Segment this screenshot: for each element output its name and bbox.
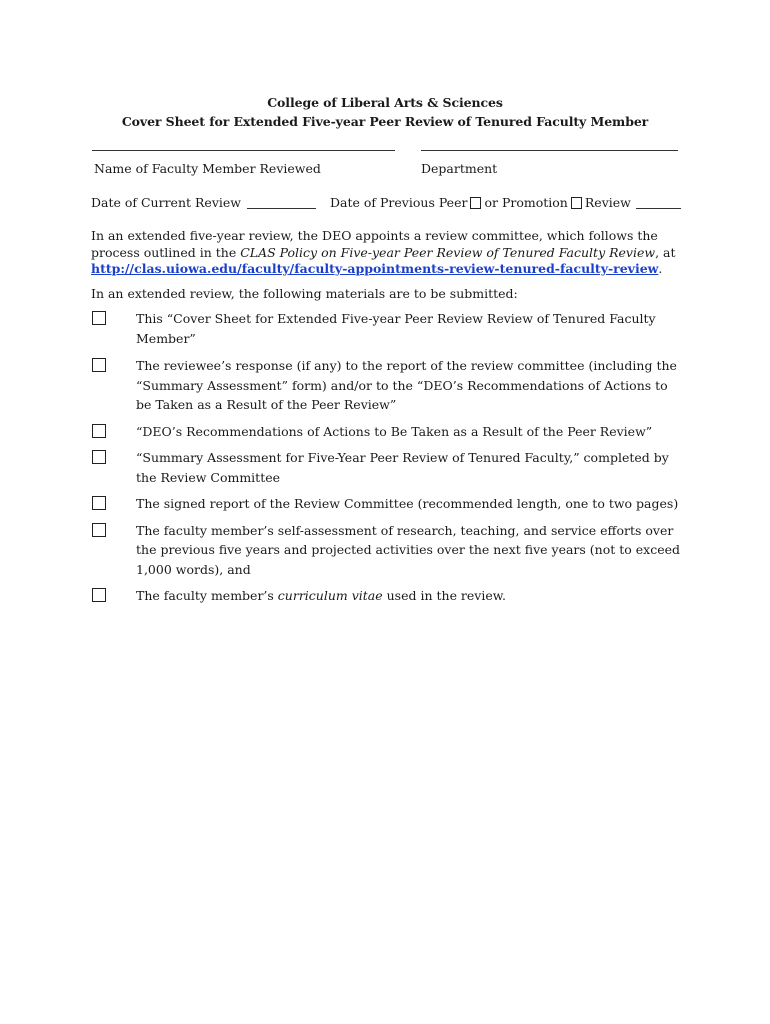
checklist-checkbox[interactable] xyxy=(92,588,106,602)
current-review-label: Date of Current Review xyxy=(91,195,241,210)
faculty-name-label: Name of Faculty Member Reviewed xyxy=(94,161,321,176)
document-title: Cover Sheet for Extended Five-year Peer Review of Tenured Faculty Member xyxy=(121,114,649,129)
checklist-item-text: This “Cover Sheet for Extended Five-year Peer Review Review of Tenured Faculty Member” xyxy=(136,311,656,346)
materials-intro: In an extended review, the following materials are to be submitted: xyxy=(91,286,518,301)
link-period: . xyxy=(658,261,663,276)
checklist-item-text: The signed report of the Review Committee (recommended length, one to two pages) xyxy=(136,496,679,511)
checklist-item xyxy=(92,521,692,580)
checklist-item-text xyxy=(136,586,681,606)
cv-term: curriculum vitae xyxy=(277,588,383,603)
policy-title: CLAS Policy on Five-year Peer Review of Tenured Faculty Review xyxy=(240,244,656,260)
cv-text-pre: The faculty member’s xyxy=(136,588,278,603)
department-label: Department xyxy=(421,161,498,176)
promotion-checkbox[interactable] xyxy=(571,197,582,209)
current-review-date-blank[interactable] xyxy=(247,197,316,209)
checklist-checkbox[interactable] xyxy=(92,450,106,464)
cv-text-post: used in the review. xyxy=(382,588,506,603)
checklist-item xyxy=(92,422,692,442)
checklist-item xyxy=(92,309,692,348)
college-heading: College of Liberal Arts & Sciences xyxy=(267,95,503,110)
previous-peer-label: Date of Previous Peer xyxy=(330,195,468,210)
department-line[interactable] xyxy=(421,150,678,151)
checklist-item-text: The faculty member’s self-assessment of research, teaching, and service efforts over the previous five years and projected activities over the next five years (not to exceed 1,000 words), and xyxy=(136,522,681,577)
checklist-checkbox[interactable] xyxy=(92,523,106,537)
checklist-item xyxy=(92,586,692,606)
checklist-item xyxy=(92,448,692,487)
previous-review-date-blank[interactable] xyxy=(636,197,681,209)
checklist-item-text: “DEO’s Recommendations of Actions to Be Taken as a Result of the Peer Review” xyxy=(136,423,653,439)
review-label: Review xyxy=(584,195,631,210)
intro-text-continued: , at xyxy=(655,244,676,260)
review-dates-row xyxy=(91,195,681,210)
checklist-checkbox[interactable] xyxy=(92,358,106,372)
checklist-item xyxy=(92,494,692,514)
checklist-item xyxy=(92,356,692,415)
previous-peer-checkbox[interactable] xyxy=(470,197,481,209)
checklist-checkbox[interactable] xyxy=(92,311,106,325)
checklist-checkbox[interactable] xyxy=(92,424,106,438)
checklist-item-text: “Summary Assessment for Five-Year Peer Review of Tenured Faculty,” completed by the Review Committee xyxy=(136,450,669,485)
materials-checklist xyxy=(92,309,692,606)
checklist-checkbox[interactable] xyxy=(92,496,106,510)
or-promotion-label: or Promotion xyxy=(484,195,568,210)
faculty-name-line[interactable] xyxy=(92,150,395,151)
intro-text: In an extended five-year review, the DEO appoints a review committee, which follows the process outlined in the xyxy=(91,228,658,260)
intro-paragraph xyxy=(91,228,681,278)
policy-link[interactable]: http://clas.uiowa.edu/faculty/faculty-appointments-review-tenured-faculty-review xyxy=(91,261,659,276)
checklist-item-text: The reviewee’s response (if any) to the report of the review committee (including the “Summary Assessment” form) and/or to the “DEO’s Recommendations of Actions to be Taken as a Result of the Peer Review” xyxy=(136,358,677,412)
